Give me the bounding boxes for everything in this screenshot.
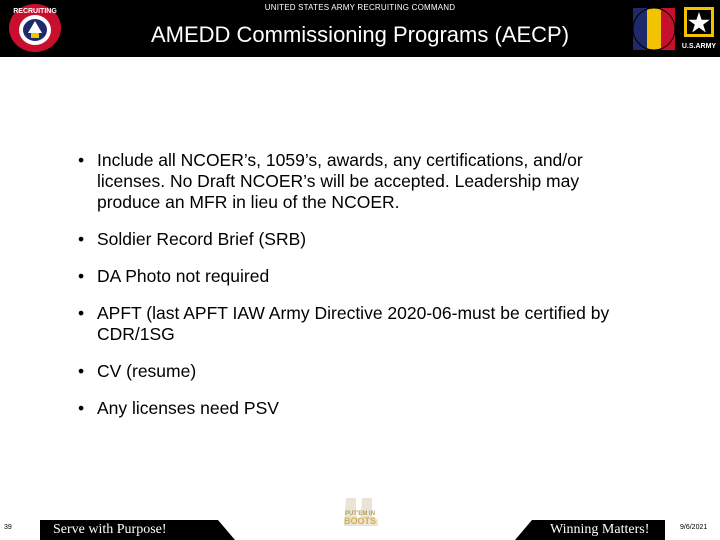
svg-text:RECRUITING: RECRUITING [13,8,57,15]
slide-title: AMEDD Commissioning Programs (AECP) [150,22,570,47]
slide-date: 9/6/2021 [680,524,708,531]
motto-right: Winning Matters! [550,522,650,537]
svg-text:U.S.ARMY: U.S.ARMY [681,43,717,50]
put-em-in-boots-logo-icon [336,496,384,536]
bullet-item: • DA Photo not required [78,266,638,287]
bullet-item: • APFT (last APFT IAW Army Directive 2020-06-must be certified by CDR/1SG [78,303,638,345]
bullet-item: • Any licenses need PSV [78,398,638,419]
usarec-recruiting-seal-icon [8,3,62,53]
svg-text:PUT'EM IN: PUT'EM IN [344,511,376,517]
bullet-item: • Soldier Record Brief (SRB) [78,229,638,250]
us-army-star-logo-icon [680,3,718,53]
requirements-bullet-list [78,150,638,435]
amedd-seal-icon [632,7,676,51]
motto-left: Serve with Purpose! [53,522,167,537]
svg-text:BOOTS: BOOTS [343,516,377,526]
bullet-item: • CV (resume) [78,361,638,382]
organization-name: UNITED STATES ARMY RECRUITING COMMAND [264,3,456,12]
bullet-item: • Include all NCOER’s, 1059’s, awards, any certifications, and/or licenses. No Draft NCOER’s will be accepted. Leadership may produce an MFR in lieu of the NCOER. [78,150,638,213]
page-number: 39 [4,524,12,531]
